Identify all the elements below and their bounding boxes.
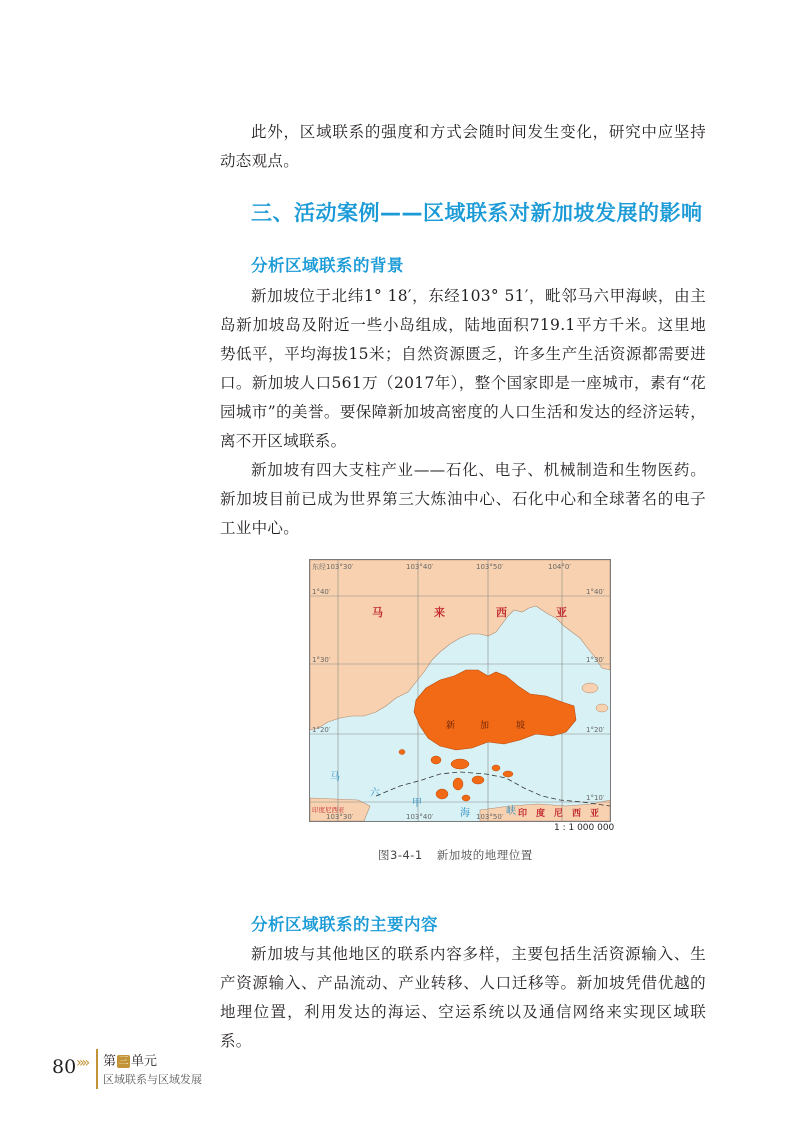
lon-label: 103°40′	[406, 813, 434, 821]
lat-label: 1°30′	[586, 656, 605, 664]
malaysia-label-char: 亚	[556, 606, 567, 619]
small-island	[436, 789, 448, 799]
unit-number-badge: 三	[118, 1056, 129, 1067]
map-scale: 1 : 1 000 000	[554, 823, 615, 833]
lat-label: 1°20′	[312, 726, 331, 734]
lon-label: 104°0′	[548, 563, 571, 571]
lat-label: 1°40′	[586, 588, 605, 596]
figure-number: 图3-4-1	[378, 848, 423, 862]
indonesia-label-char: 亚	[590, 809, 600, 819]
lat-label: 1°30′	[312, 656, 331, 664]
lat-label: 1°20′	[586, 726, 605, 734]
east-island	[596, 704, 608, 712]
small-island	[399, 750, 405, 755]
indonesia-small-label: 印度尼西亚	[312, 806, 345, 814]
small-island	[431, 756, 441, 764]
map-svg	[310, 560, 610, 821]
lat-label: 1°10′	[586, 794, 605, 802]
unit-theme: 区域联系与区域发展	[103, 1073, 202, 1086]
indonesia-label-char: 印	[518, 809, 528, 819]
singapore-label-char: 坡	[516, 721, 526, 731]
page-number: 80	[52, 1056, 77, 1078]
lon-label: 东经103°30′	[312, 563, 354, 571]
content-subtitle: 分析区域联系的主要内容	[251, 915, 438, 934]
malaysia-label-char: 来	[434, 606, 445, 619]
indonesia-label-char: 度	[536, 809, 546, 819]
small-island	[472, 776, 484, 784]
lon-label: 103°40′	[406, 563, 434, 571]
background-paragraph-2: 新加坡有四大支柱产业——石化、电子、机械制造和生物医药。新加坡目前已成为世界第三大炼油中心、石化中心和全球著名的电子工业中心。	[220, 461, 706, 537]
background-subtitle: 分析区域联系的背景	[251, 256, 404, 275]
lat-label: 1°40′	[312, 588, 331, 596]
section-title: 三、活动案例——区域联系对新加坡发展的影响	[251, 201, 703, 225]
indonesia-label-char: 尼	[554, 809, 564, 819]
malaysia-label-char: 西	[496, 606, 507, 619]
small-island	[451, 759, 469, 769]
strait-label-char: 甲	[412, 798, 422, 809]
strait-label-char: 峡	[506, 806, 516, 817]
singapore-label-char: 新	[446, 721, 456, 731]
intro-paragraph: 此外，区域联系的强度和方式会随时间发生变化，研究中应坚持动态观点。	[220, 123, 706, 170]
small-island	[503, 771, 513, 777]
footer-unit	[103, 1050, 157, 1069]
indonesia-label-char: 西	[572, 809, 582, 819]
lon-label: 103°50′	[476, 563, 504, 571]
small-island	[492, 765, 500, 771]
strait-label-char: 海	[460, 808, 470, 819]
strait-label-char: 六	[370, 788, 380, 799]
background-paragraph-1: 新加坡位于北纬1° 18′，东经103° 51′，毗邻马六甲海峡，由主岛新加坡岛及附近一些小岛组成，陆地面积719.1平方千米。这里地势低平，平均海拔15米；自然资源匮乏，许多生产生活资源都需要进口。新加坡人口561万（2017年），整个国家即是一座城市，素有“花园城市”的美誉。要保障新加坡高密度的人口生活和发达的经济运转，离不开区域联系。	[220, 287, 706, 450]
figure-caption	[378, 847, 533, 863]
lon-label: 103°30′	[326, 813, 354, 821]
small-island	[453, 778, 463, 790]
east-island	[582, 683, 598, 693]
lon-label: 103°50′	[476, 813, 504, 821]
singapore-label-char: 加	[480, 721, 490, 731]
singapore-map	[309, 559, 611, 822]
strait-label-char: 马	[330, 772, 340, 783]
unit-prefix: 第	[103, 1054, 117, 1069]
malaysia-label-char: 马	[372, 606, 383, 619]
footer-divider	[96, 1049, 98, 1089]
small-island	[462, 795, 470, 801]
content-paragraph: 新加坡与其他地区的联系内容多样，主要包括生活资源输入、生产资源输入、产品流动、产业转移、人口迁移等。新加坡凭借优越的地理位置，利用发达的海运、空运系统以及通信网络来实现区域联系。	[220, 945, 706, 1050]
unit-suffix: 单元	[131, 1054, 158, 1069]
chevron-icon: »»	[76, 1055, 88, 1071]
figure-caption-text: 新加坡的地理位置	[436, 848, 533, 862]
